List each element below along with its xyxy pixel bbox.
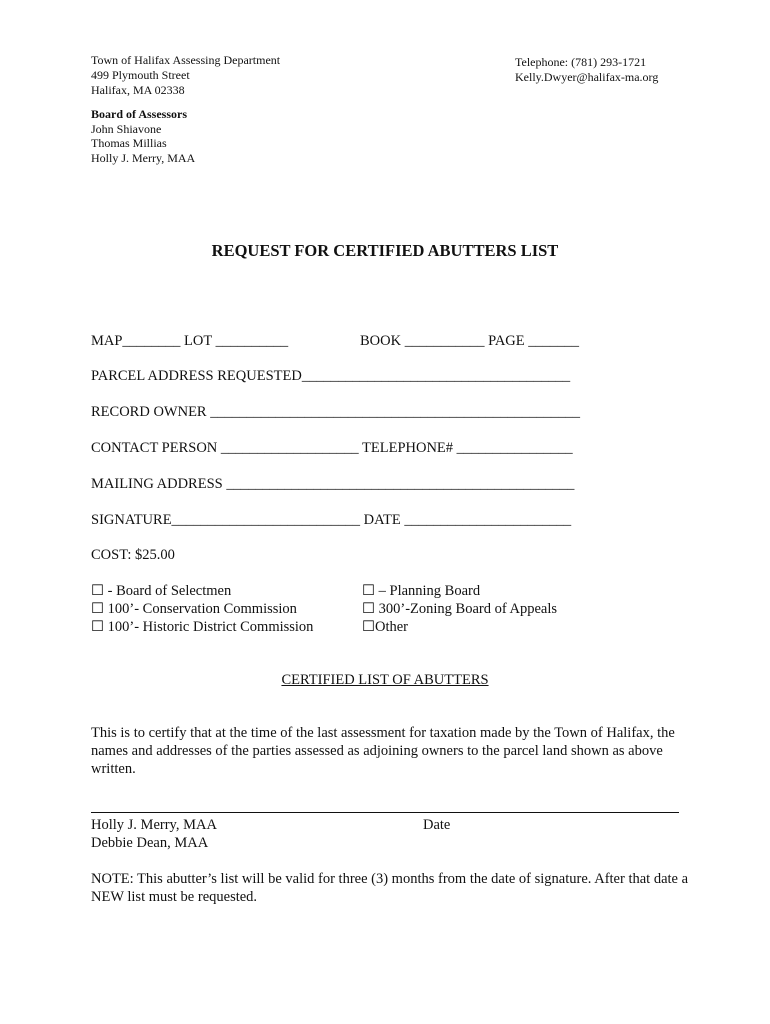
signature-date-field[interactable]: SIGNATURE__________________________ DATE _______________________ <box>91 512 572 528</box>
board-member: Thomas Millias <box>91 136 167 150</box>
certified-heading: CERTIFIED LIST OF ABUTTERS <box>281 672 489 688</box>
board-member: John Shiavone <box>91 122 162 136</box>
map-lot-field[interactable]: MAP________ LOT __________ <box>91 333 289 349</box>
contact-telephone-field[interactable]: CONTACT PERSON ___________________ TELEPHONE# ________________ <box>91 440 573 456</box>
email: Kelly.Dwyer@halifax-ma.org <box>515 70 659 84</box>
book-page-field[interactable]: BOOK ___________ PAGE _______ <box>360 333 579 349</box>
department-name: Town of Halifax Assessing Department <box>91 53 281 67</box>
page-title: REQUEST FOR CERTIFIED ABUTTERS LIST <box>211 241 559 260</box>
street-address: 499 Plymouth Street <box>91 68 190 82</box>
option-board-of-selectmen[interactable]: ☐ - Board of Selectmen <box>91 583 232 599</box>
certification-statement: This is to certify that at the time of the last assessment for taxation made by the Town of Halifax, the names and addresses of the parties assessed as adjoining owners to the parcel land shown as above written. <box>91 725 675 777</box>
signature-line <box>91 812 679 813</box>
option-zoning-board-of-appeals[interactable]: ☐ 300’-Zoning Board of Appeals <box>362 601 558 617</box>
mailing-address-field[interactable]: MAILING ADDRESS ________________________________________________ <box>91 476 575 492</box>
option-conservation-commission[interactable]: ☐ 100’- Conservation Commission <box>91 601 297 617</box>
option-historic-district-commission[interactable]: ☐ 100’- Historic District Commission <box>91 619 314 635</box>
board-member: Holly J. Merry, MAA <box>91 151 196 165</box>
validity-note: NOTE: This abutter’s list will be valid for three (3) months from the date of signature. After that date a NEW list must be requested. <box>91 871 689 905</box>
option-other[interactable]: ☐Other <box>362 619 409 635</box>
board-heading: Board of Assessors <box>91 107 188 121</box>
date-label: Date <box>423 817 451 833</box>
parcel-address-field[interactable]: PARCEL ADDRESS REQUESTED_____________________________________ <box>91 368 571 384</box>
cost-label: COST: $25.00 <box>91 547 175 563</box>
signatory-name: Debbie Dean, MAA <box>91 835 209 851</box>
city-address: Halifax, MA 02338 <box>91 83 185 97</box>
record-owner-field[interactable]: RECORD OWNER ___________________________________________________ <box>91 404 580 420</box>
telephone: Telephone: (781) 293-1721 <box>515 55 647 69</box>
signatory-name: Holly J. Merry, MAA <box>91 817 217 833</box>
option-planning-board[interactable]: ☐ – Planning Board <box>362 583 481 599</box>
